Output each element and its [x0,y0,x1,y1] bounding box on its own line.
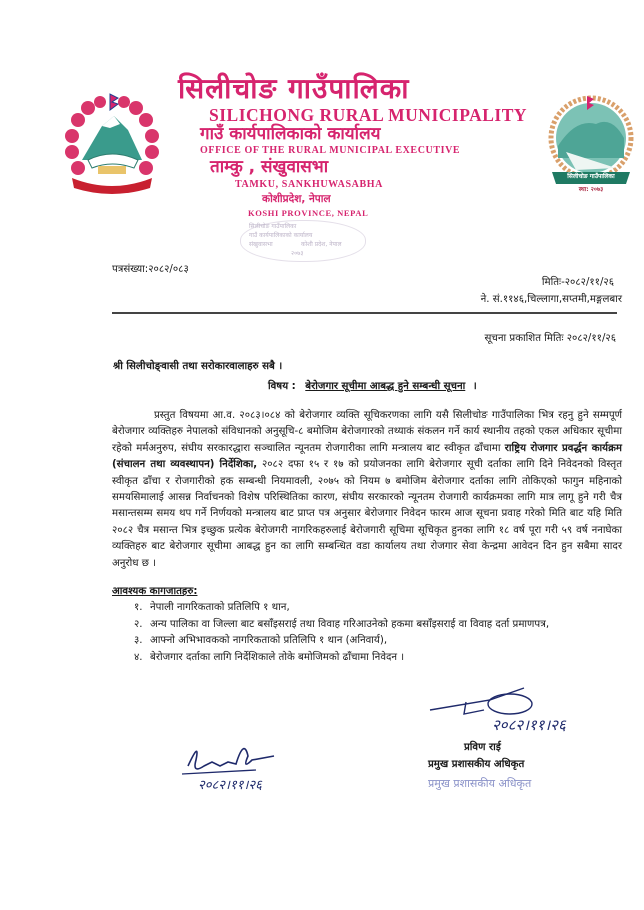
seal-text-3: संखुवासभा [249,241,273,248]
municipality-emblem-text: सिलीचोङ गाउँपालिका [567,173,615,180]
signatory-title: प्रमुख प्रशासकीय अधिकृत [428,759,525,770]
municipality-emblem-year: स्था: २०७३ [578,186,604,193]
seal-text-5: २०७३ [291,250,304,257]
item-number: ४. [134,651,143,663]
seal-text-1: सिलीचोङ गाउँपालिका [249,223,297,230]
main-content [112,408,622,666]
item-text: आफ्नो अभिभावकको नागरिकताको प्रतिलिपि १ थान (अनिवार्य), [150,635,388,647]
documents-list-item [134,633,622,649]
item-number: ३. [134,635,143,647]
municipality-emblem-logo [546,88,636,198]
seal-text-2: गाउँ कार्यपालिकाको कार्यालय [249,232,313,239]
subject-text: बेरोजगार सूचीमा आबद्ध हुने सम्बन्धी सूचना [305,381,466,392]
left-signature-date: २०८२।११।२६ [198,778,262,793]
body-part2: २०८२ दफा १५ र १७ को प्रयोजनका लागि बेरोजगार सूची दर्ताका लागि दिने निवेदनको विस्तृत स्वीकृत ढाँचा र रोजगारीको हक सम्बन्धी नियमावली, २०७५ को नियम ७ बमोजिम बेरोजगार दर्ताका लागि तोकिएको फागुन महिनाको समयसिमालाई आसन्न निर्वाचनको विशेष परिस्थितिका कारण, संघीय सरकारको न्यूनतम रोजगारी कार्यक्रमका लागि मात्र लागू हुने गरी चैत्र मसान्तसम्म समय थप गर्ने निर्णयको मन्त्रालय बाट प्राप्त पत्र अनुसार बेरोजगार निवेदन फारम आज सूचना प्रवाह गरेको मिति बाट यहि मिति २०८२ चैत्र मसान्त भित्र इच्छुक प्रत्येक बेरोजगरी नागरिकहरुलाई बेरोजगारी सूचिमा सूचिकृत हुनका लागि १८ वर्ष पूरा गरी ५९ वर्ष ननाघेका व्यक्तिहरु बाट बेरोजगार सूचीमा आबद्ध हुन का लागि सम्बन्धित वडा कार्यालय तथा रोजगार सेवा केन्द्रमा आवेदन दिन हुन सबैमा सादर अनुरोध छ । [112,459,622,569]
right-signature-date: २०८२।११।२६ [492,716,566,734]
municipality-name-en: SILICHONG RURAL MUNICIPALITY [209,105,528,125]
municipality-emblem-graphic [546,88,636,198]
body-part1: प्रस्तुत विषयमा आ.व. २०८३।०८४ को बेरोजगार व्यक्ति सूचिकरणका लागि यसै सिलीचोङ गाउँपालिका भित्र रहनु हुने सम्मपूर्ण बेरोजगार व्यक्तिहरु नेपालको संविधानको अनुसूचि-८ बमोजिम बेरोजगारको तथ्याकं संकलन गर्ने कार्य स्थानीय तहको एकल अधिकार सूचीमा रहेको मर्मअनुरुप, संघीय सरकारद्धारा सञ्चालित न्यूनतम रोजगारीका लागि मन्त्रालय बाट स्वीकृत ढाँचामा [112,410,622,454]
province-en: KOSHI PROVINCE, NEPAL [248,208,369,218]
nepal-emblem-logo [58,90,166,198]
municipality-name-np: सिलीचोङ गाउँपालिका [178,72,410,105]
office-seal-stamp [240,220,366,262]
published-date: सूचना प्रकाशित मितिः २०८२/११/२६ [484,333,616,344]
body-paragraph [112,408,622,572]
right-signature-graphic [420,684,620,718]
seal-text-4: कोशी प्रदेश, नेपाल [301,241,342,248]
letter-date: मितिः-२०८२/११/२६ [541,277,614,288]
letter-number: पत्रसंख्या:२०८२/०८३ [112,264,189,275]
left-signature-graphic [178,736,288,776]
body-guideline-name: राष्ट्रिय रोजगार प्रवर्द्धन कार्यक्रम (संचालन तथा व्यवस्थापन) निर्देशिका, [112,442,622,471]
item-text: बेरोजगार दर्ताका लागि निर्देशिकाले तोके बमोजिमको ढाँचामा निवेदन । [150,651,405,663]
office-name-en: OFFICE OF THE RURAL MUNICIPAL EXECUTIVE [200,145,461,156]
header-divider [112,312,617,314]
subject-line [268,379,477,395]
emblem-graphic [58,90,166,198]
subject-label: विषय : [268,381,296,392]
office-name-np: गाउँ कार्यपालिकाको कार्यालय [200,124,381,144]
subject-end: । [472,381,477,392]
address-en: TAMKU, SANKHUWASABHA [235,179,383,190]
salutation: श्री सिलीचोङ्वासी तथा सरोकारवालाहरु सबै । [113,361,283,372]
documents-list-item [134,617,622,633]
item-text: अन्य पालिका वा जिल्ला बाट बसाँइसराई तथा विवाह गरिआउनेको हकमा बसाँइसराई वा विवाह दर्ता प्रमाणपत्र, [150,618,550,630]
nepal-sambat-date: ने. सं.११४६,चिल्लागा,सप्तमी,मङ्गलबार [480,294,622,305]
documents-list-item [134,600,622,616]
province-np: कोशीप्रदेश, नेपाल [262,193,331,205]
documents-list-item [134,650,622,666]
documents-heading: आवश्यक कागजातहरु: [112,586,198,598]
title-stamp: प्रमुख प्रशासकीय अधिकृत [428,777,532,790]
signatory-name: प्रविण राई [464,742,501,753]
right-signature [420,684,620,736]
address-np: ताम्कु , संखुवासभा [210,157,329,177]
item-number: १. [134,602,143,614]
item-text: नेपाली नागरिकताको प्रतिलिपि १ थान, [150,602,290,614]
documents-list [134,600,622,666]
left-signature [178,736,298,802]
item-number: २. [134,618,143,630]
